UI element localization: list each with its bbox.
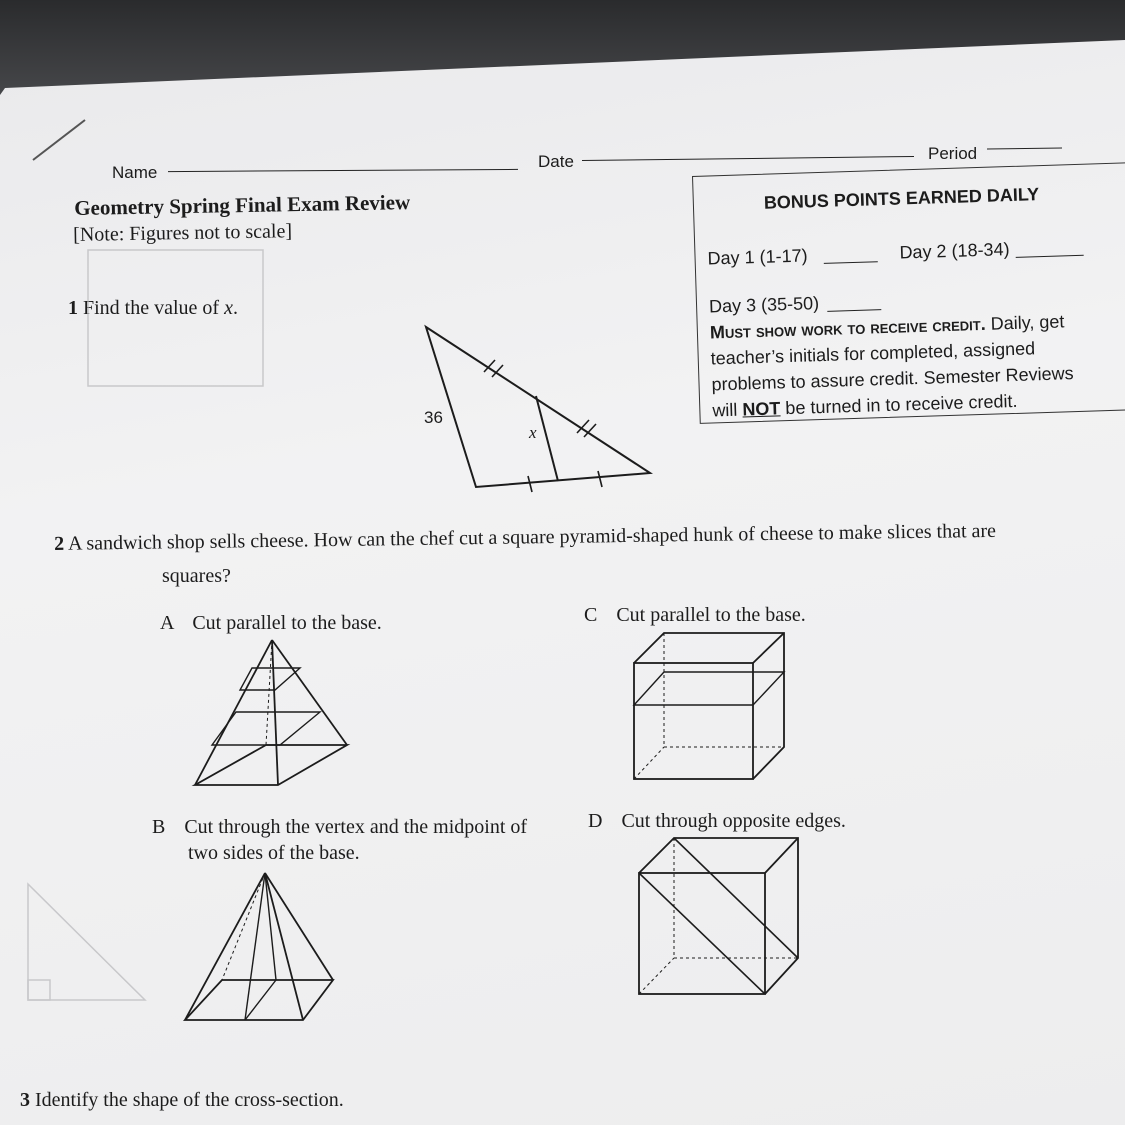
page-title: Geometry Spring Final Exam Review	[74, 190, 411, 220]
q2-option-c-letter: C	[584, 604, 598, 626]
q2-option-b-text1: Cut through the vertex and the midpoint of	[184, 816, 528, 838]
q2-option-a-text: Cut parallel to the base.	[192, 612, 382, 634]
date-label: Date	[538, 152, 574, 171]
q2-option-d-letter: D	[588, 810, 603, 832]
bonus-day3-label: Day 3 (35-50)	[708, 293, 820, 317]
page-note: [Note: Figures not to scale]	[73, 220, 293, 246]
bonus-heading: BONUS POINTS EARNED DAILY	[763, 184, 1040, 213]
q1-label-36: 36	[424, 408, 443, 427]
q1-label-x: x	[529, 423, 537, 442]
bonus-not-emphasis: NOT	[742, 398, 781, 420]
q2-option-c-text: Cut parallel to the base.	[616, 604, 806, 626]
q2-option-b-text2: two sides of the base.	[188, 842, 360, 864]
bonus-day1-label: Day 1 (1-17)	[707, 245, 808, 269]
bonus-line1-end: Daily, get	[990, 311, 1065, 334]
bonus-line4-start: will	[712, 399, 738, 421]
q3-prompt	[20, 1089, 344, 1112]
q2-option-a-letter: A	[160, 612, 174, 634]
bonus-must-show-work: Must show work to receive credit.	[709, 313, 986, 343]
q2-text-line2: squares?	[162, 565, 231, 587]
q1-number: 1	[68, 297, 78, 319]
bonus-day2-label: Day 2 (18-34)	[899, 239, 1010, 263]
bonus-line4-end: be turned in to receive credit.	[785, 390, 1018, 419]
q1-variable: x	[224, 297, 233, 319]
bonus-line3: problems to assure credit. Semester Reviews	[711, 363, 1074, 395]
q2-option-b-letter: B	[152, 816, 166, 838]
q1-text: Find the value of	[83, 297, 220, 319]
period-label: Period	[928, 144, 978, 163]
q2-number: 2	[54, 532, 65, 555]
q3-text: Identify the shape of the cross-section.	[35, 1089, 344, 1111]
q2-option-d-text: Cut through opposite edges.	[621, 810, 846, 832]
q2-text-line1: A sandwich shop sells cheese. How can the chef cut a square pyramid-shaped hunk of cheese to make slices that are	[67, 519, 997, 555]
q1-period: .	[232, 297, 238, 319]
name-label: Name	[112, 163, 158, 182]
q3-number: 3	[20, 1089, 30, 1111]
bonus-line2: teacher’s initials for completed, assigned	[710, 338, 1036, 369]
